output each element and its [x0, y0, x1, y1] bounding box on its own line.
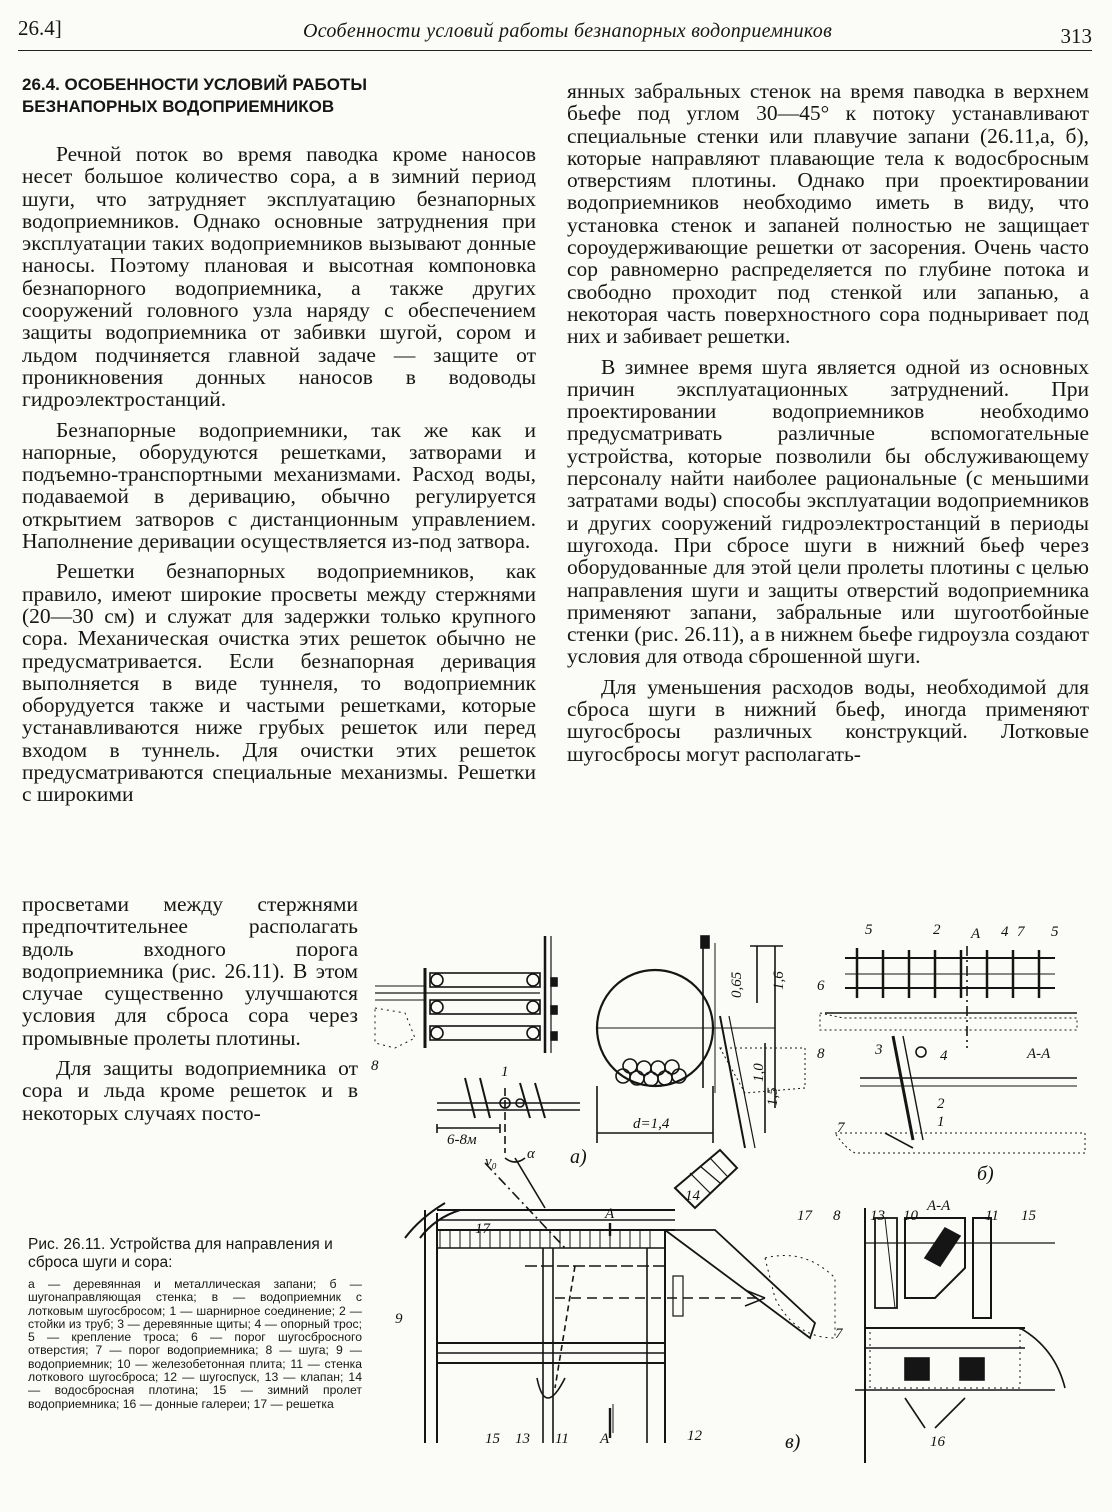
label-4: 4	[1001, 924, 1009, 940]
running-title: Особенности условий работы безнапорных водоприемников	[303, 20, 833, 42]
label-11b: 11	[985, 1208, 999, 1224]
subfigure-a-label: а)	[570, 1146, 587, 1168]
paragraph: просветами между стержнями предпочтительнее располагать вдоль входного порога водоприемника (рис. 26.11). В этом случае существенно улучшаются условия для сброса сора через промывные пролеты плотины.	[22, 892, 358, 1050]
section-heading-line-2: БЕЗНАПОРНЫХ ВОДОПРИЕМНИКОВ	[22, 97, 335, 116]
figure-caption-title: Рис. 26.11. Устройства для направления и сброса шуги и сора:	[28, 1236, 333, 1271]
label-7: 7	[1017, 924, 1025, 940]
paragraph: Безнапорные водоприемники, так же как и напорные, оборудуются решетками, затворами и подъемно-транспортными механизмами. Расход воды, подаваемой в деривацию, обычно регулируется открытием затворов с дистанционным управлением. Наполнение деривации осуществляется из-под затвора.	[22, 417, 536, 554]
label-8b: 8	[817, 1046, 825, 1062]
label-5: 5	[865, 922, 873, 938]
label-11: 11	[555, 1431, 569, 1447]
figure-26-11	[365, 918, 1090, 1478]
page-number: 313	[1060, 24, 1092, 48]
label-section-mark-a2: А	[605, 1206, 615, 1222]
label-16: 16	[930, 1434, 945, 1450]
section-title-aa: А-А	[1027, 1046, 1051, 1062]
label-8: 8	[371, 1058, 379, 1074]
label-8c: 8	[833, 1208, 841, 1224]
paragraph: Для защиты водоприемника от сора и льда кроме решеток и в некоторых случаях посто-	[22, 1056, 358, 1125]
label-6: 6	[817, 978, 825, 994]
label-1b: 1	[937, 1114, 945, 1130]
angle-alpha: α	[527, 1146, 535, 1162]
left-narrow-column	[22, 893, 358, 1132]
dimension-0-65: 0,65	[729, 971, 745, 998]
section-title-aa-2: А-А	[927, 1198, 951, 1214]
dimension-1-0: 1,0	[751, 1063, 767, 1082]
label-10: 10	[903, 1208, 918, 1224]
paragraph: Решетки безнапорных водоприемников, как правило, имеют широкие просветы между стержнями (20—30 см) и служат для задержки только крупного сора. Механическая очистка этих решеток обычно не предусматривается. Если безнапорная деривация выполняется в виде туннеля, то водоприемник оборудуется также и частыми решетками, которые устанавливаются ниже грубых решеток или перед входом в туннель. Для очистки этих решеток предусматриваются специальные механизмы. Решетки с широкими	[22, 559, 536, 807]
section-heading	[22, 74, 502, 118]
header-rule	[18, 50, 1092, 51]
dimension-1-5: 1,5	[765, 1087, 781, 1106]
label-17: 17	[475, 1221, 490, 1237]
label-17b: 17	[797, 1208, 812, 1224]
panel-v-section-aa	[855, 1208, 1065, 1463]
label-7b: 7	[837, 1120, 845, 1136]
label-13: 13	[515, 1431, 530, 1447]
label-4b: 4	[940, 1048, 948, 1064]
dimension-diameter: d=1,4	[633, 1116, 670, 1132]
panel-v-plan	[405, 1150, 835, 1443]
dimension-1-6: 1,6	[771, 971, 787, 990]
label-1: 1	[501, 1064, 509, 1080]
label-12: 12	[687, 1428, 702, 1444]
section-heading-line-1: 26.4. ОСОБЕННОСТИ УСЛОВИЙ РАБОТЫ	[22, 75, 367, 94]
panel-a-circular-boom	[597, 936, 805, 1148]
paragraph: Для уменьшения расходов воды, необходимой для сброса шуги в нижний бьеф, иногда применяют шугосбросы различных конструкций. Лотковые шугосбросы могут располагать-	[567, 674, 1089, 766]
figure-caption-legend: а — деревянная и металлическая запани; б — шугонаправляющая стенка; в — водоприемник с лотковым шугосбросом; 1 — шарнирное соединение; 2 — стойки из труб; 3 — деревянные щиты; 4 — опорный трос; 5 — крепление троса; 6 — порог шугосбросного отверстия; 7 — порог водоприемника; 8 — шуга; 9 — водоприемник; 10 — железобетонная плита; 11 — стенка лоткового шугосброса; 12 — шугоспуск, 13 — клапан; 14 — водосбросная плотина; 15 — зимний пролет водоприемника; 16 — донные галереи; 17 — решетка	[28, 1277, 362, 1411]
label-7c: 7	[835, 1326, 843, 1342]
label-15: 15	[485, 1431, 500, 1447]
paragraph: В зимнее время шуга является одной из основных причин эксплуатационных затруднений. При проектировании водоприемников необходимо предусматривать различные вспомогательные устройства, которые позволили бы обслуживающему персоналу найти наиболее рациональные (с меньшими затратами воды) способы эксплуатации водоприемников и других сооружений гидроэлектростанций в периоды шугохода. При сбросе шуги в нижний бьеф через оборудованные для этой цели пролеты плотины с целью направления шуги и защиты отверстий водоприемника применяют запани, забральные или шугоотбойные стенки (рис. 26.11), а в нижнем бьефе гидроузла создают условия для отвода сброшенной шуги.	[567, 354, 1089, 669]
subfigure-v-label: в)	[785, 1431, 801, 1453]
figure-caption	[28, 1236, 362, 1411]
label-15b: 15	[1021, 1208, 1036, 1224]
paragraph: янных забральных стенок на время паводка в верхнем бьефе под углом 30—45° к потоку устанавливают специальные стенки или плавучие запани (26.11,а, б), которые направляют плавающие тела к водосбросным отверстиям плотины. Однако при проектировании водоприемников необходимо иметь в виду, что установка стенок и запаней полностью не защищает сороудерживающие решетки от засорения. Очень часто сор равномерно распределяется по глубине потока и свободно проходит под стенкой или запанью, а некоторая часть поверхностного сора подныривает под них и забивает решетки.	[567, 79, 1089, 349]
paragraph: Речной поток во время паводка кроме наносов несет большое количество сора, а в зимний период шуги, что затрудняет эксплуатацию безнапорных водоприемников. Однако основные затруднения при эксплуатации таких водоприемников вызывают донные наносы. Поэтому плановая и высотная компоновка безнапорного водоприемника, а также других сооружений головного узла наряду с обеспечением защиты водоприемника от забивки шугой, сором и льдом подчиняется главной задаче — защите от проникновения донных наносов в водоводы гидроэлектростанций.	[22, 142, 536, 412]
label-14: 14	[685, 1188, 700, 1204]
panel-a-boom-drawing	[375, 936, 580, 1248]
page-header	[18, 14, 1092, 50]
label-13b: 13	[870, 1208, 885, 1224]
subfigure-b-label: б)	[977, 1163, 994, 1185]
section-number: 26.4]	[18, 16, 62, 40]
dimension-span: 6-8м	[447, 1132, 477, 1148]
label-3: 3	[875, 1042, 883, 1058]
left-column	[22, 143, 536, 814]
label-section-mark-a3: А	[600, 1431, 610, 1447]
label-5b: 5	[1051, 924, 1059, 940]
velocity-v0: v₀	[485, 1154, 497, 1170]
label-section-mark-a: А	[971, 926, 981, 942]
right-column	[567, 80, 1089, 773]
label-2b: 2	[937, 1096, 945, 1112]
label-9: 9	[395, 1311, 403, 1327]
label-2: 2	[933, 922, 941, 938]
